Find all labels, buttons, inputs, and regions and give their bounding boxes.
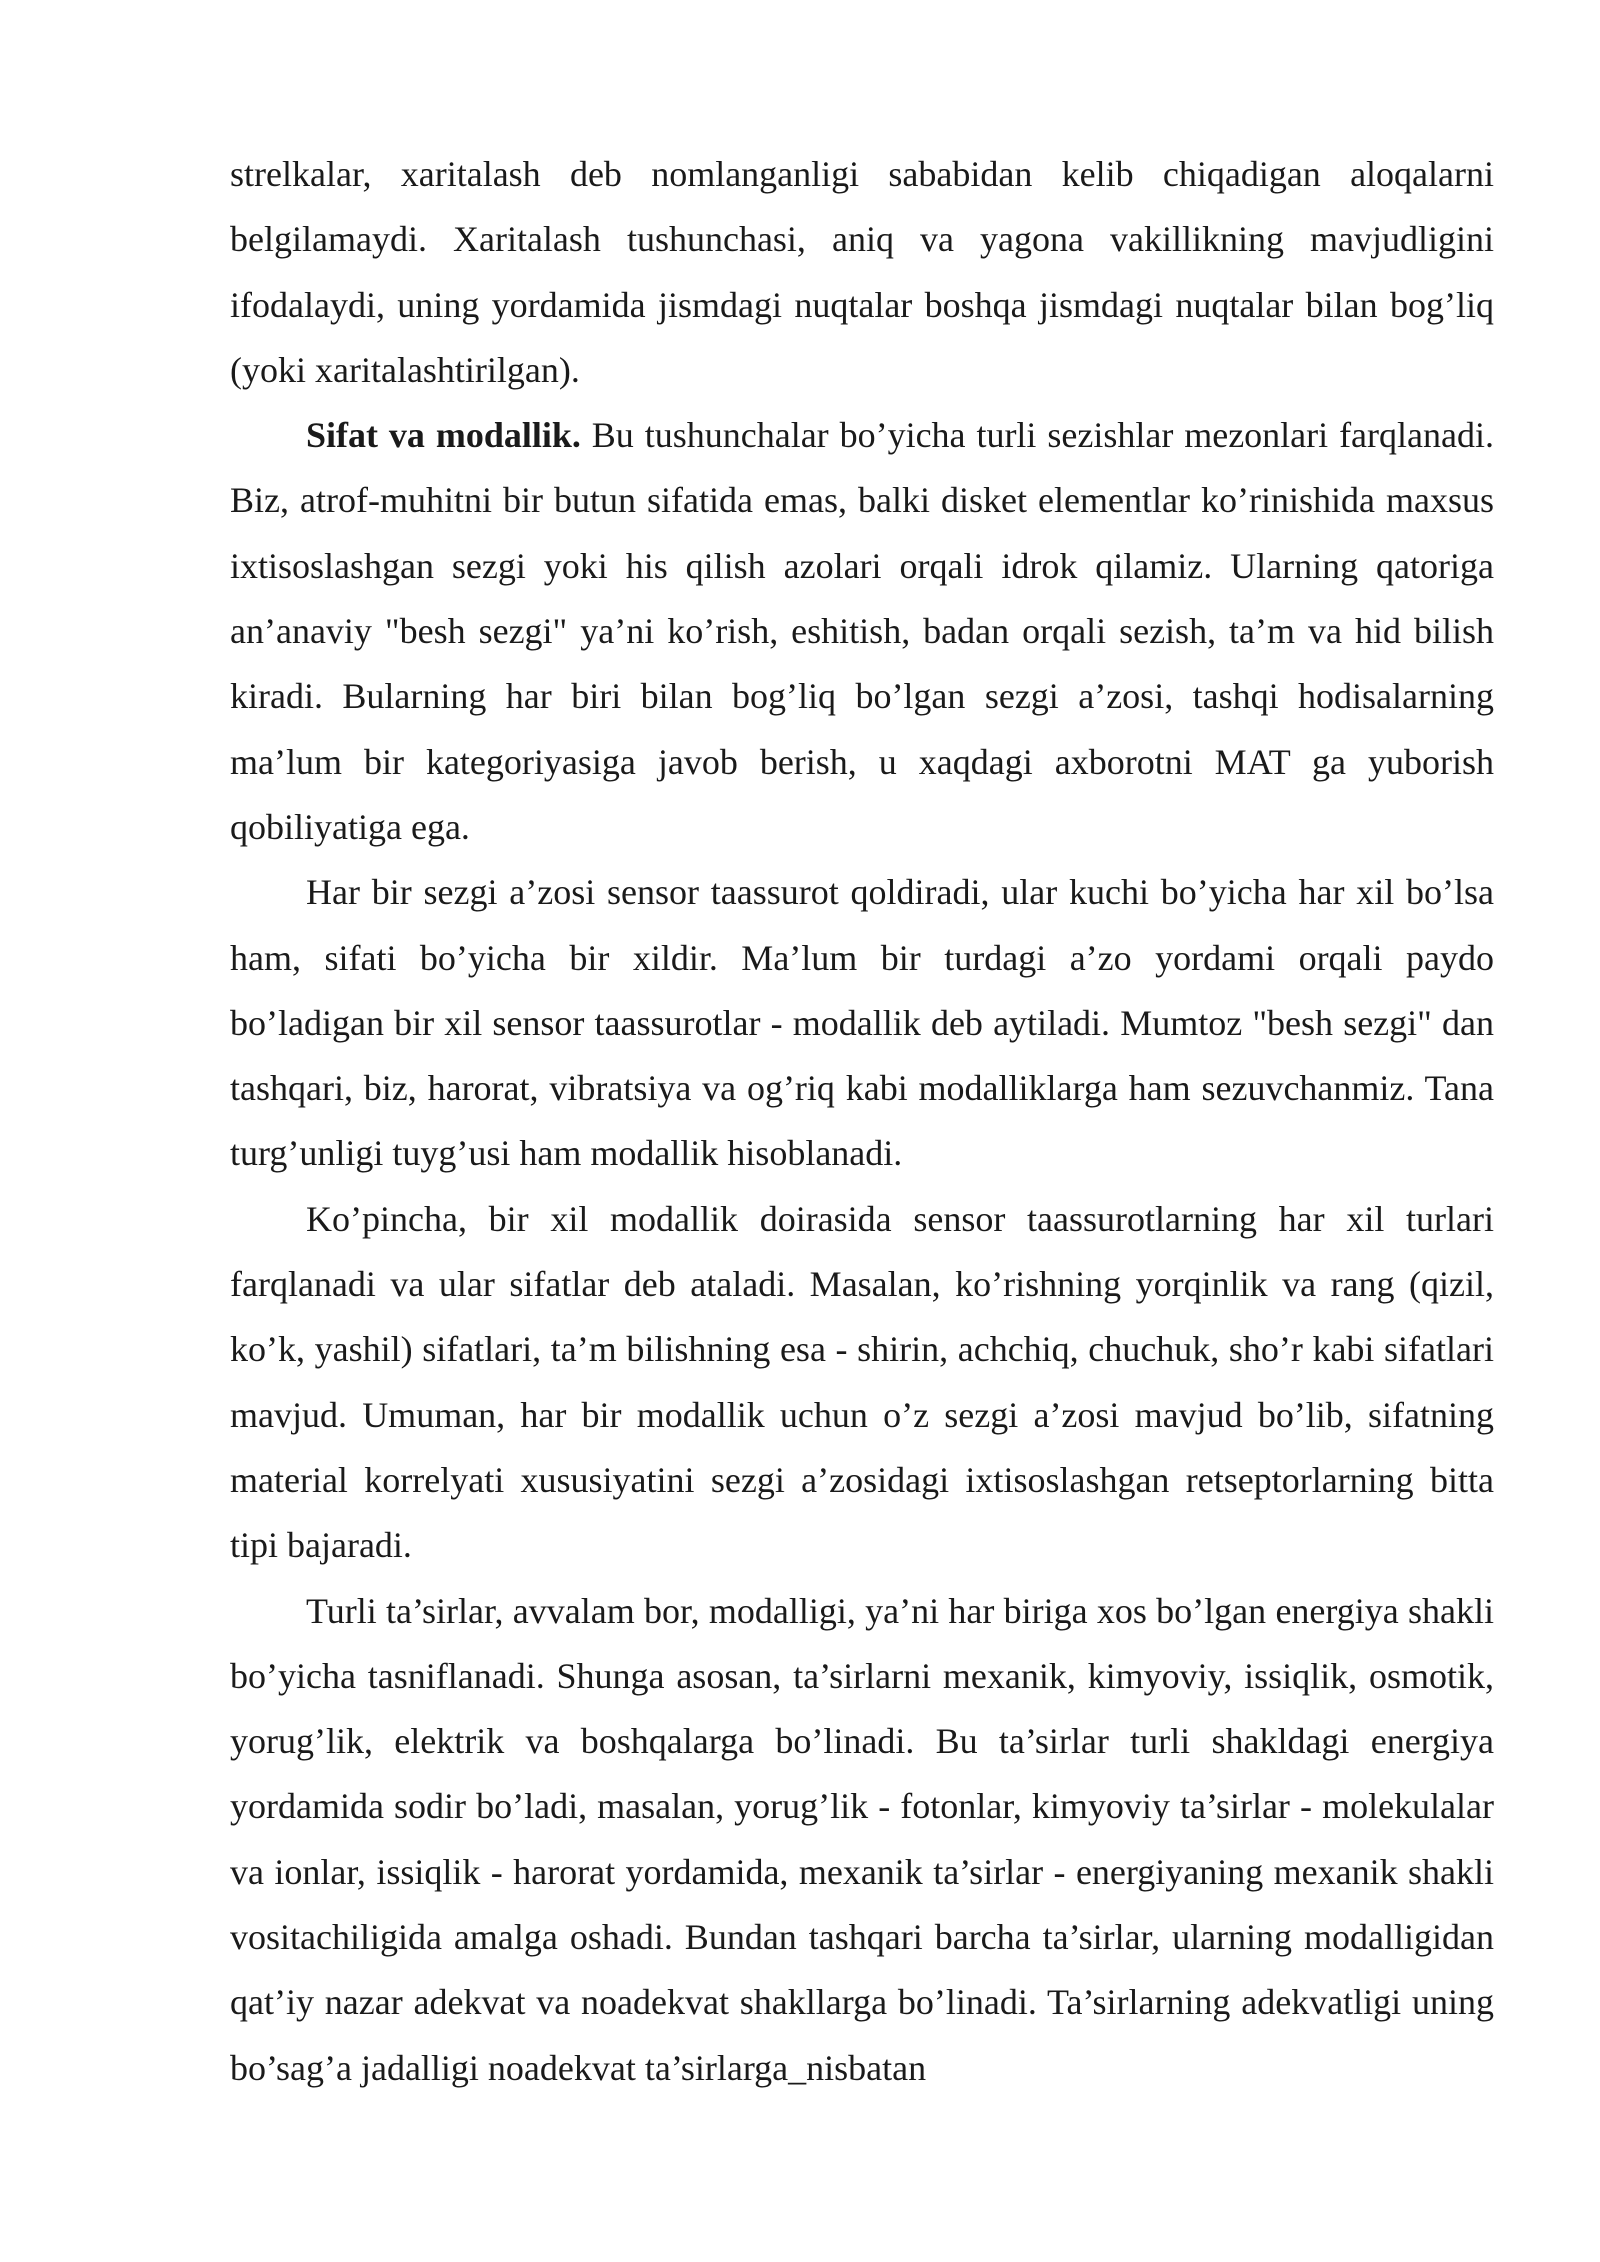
paragraph-4 (230, 1187, 1494, 1579)
document-body (230, 142, 1494, 2101)
paragraph-text: Har bir sezgi a’zosi sensor taassurot qoldiradi, ular kuchi bo’yicha har xil bo’lsa ham, sifati bo’yicha bir xildir. Ma’lum bir turdagi a’zo yordami orqali paydo bo’ladigan bir xil sensor taassurotlar - modallik deb aytiladi. Mumtoz "besh sezgi" dan tashqari, biz, harorat, vibratsiya va og’riq kabi modalliklarga ham sezuvchanmiz. Tana turg’unligi tuyg’usi ham modallik hisoblanadi. (230, 872, 1494, 1174)
paragraph-1 (230, 142, 1494, 403)
paragraph-text: Ko’pincha, bir xil modallik doirasida sensor taassurotlarning har xil turlari farqlanadi va ular sifatlar deb ataladi. Masalan, ko’rishning yorqinlik va rang (qizil, ko’k, yashil) sifatlari, ta’m bilishning esa - shirin, achchiq, chuchuk, sho’r kabi sifatlari mavjud. Umuman, har bir modallik uchun o’z sezgi a’zosi mavjud bo’lib, sifatning material korrelyati xususiyatini sezgi a’zosidagi ixtisoslashgan retseptorlarning bitta tipi bajaradi. (230, 1198, 1494, 1566)
paragraph-text: Bu tushunchalar bo’yicha turli sezishlar mezonlari farqlanadi. Biz, atrof-muhitni bir butun sifatida emas, balki disket elementlar ko’rinishida maxsus ixtisoslashgan sezgi yoki his qilish azolari orqali idrok qilamiz. Ularning qatoriga an’anaviy "besh sezgi" ya’ni ko’rish, eshitish, badan orqali sezish, ta’m va hid bilish kiradi. Bularning har biri bilan bog’liq bo’lgan sezgi a’zosi, tashqi hodisalarning ma’lum bir kategoriyasiga javob berish, u xaqdagi axborotni MAT ga yuborish qobiliyatiga ega. (230, 415, 1494, 847)
section-heading: Sifat va modallik. (306, 415, 581, 456)
paragraph-2 (230, 403, 1494, 860)
paragraph-text: Turli ta’sirlar, avvalam bor, modalligi, ya’ni har biriga xos bo’lgan energiya shakli bo’yicha tasniflanadi. Shunga asosan, ta’sirlarni mexanik, kimyoviy, issiqlik, osmotik, yorug’lik, elektrik va boshqalarga bo’linadi. Bu ta’sirlar turli shakldagi energiya yordamida sodir bo’ladi, masalan, yorug’lik - fotonlar, kimyoviy ta’sirlar - molekulalar va ionlar, issiqlik - harorat yordamida, mexanik ta’sirlar - energiyaning mexanik shakli vositachiligida amalga oshadi. Bundan tashqari barcha ta’sirlar, ularning modalligidan qat’iy nazar adekvat va noadekvat shakllarga bo’linadi. Ta’sirlarning adekvatligi uning bo’sag’a jadalligi noadekvat ta’sirlarga_nisbatan (230, 1590, 1494, 2088)
paragraph-text: strelkalar, xaritalash deb nomlanganligi sababidan kelib chiqadigan aloqalarni belgilamaydi. Xaritalash tushunchasi, aniq va yagona vakillikning mavjudligini ifodalaydi, uning yordamida jismdagi nuqtalar boshqa jismdagi nuqtalar bilan bog’liq (yoki xaritalashtirilgan). (230, 154, 1494, 390)
paragraph-3 (230, 860, 1494, 1186)
paragraph-5 (230, 1579, 1494, 2101)
